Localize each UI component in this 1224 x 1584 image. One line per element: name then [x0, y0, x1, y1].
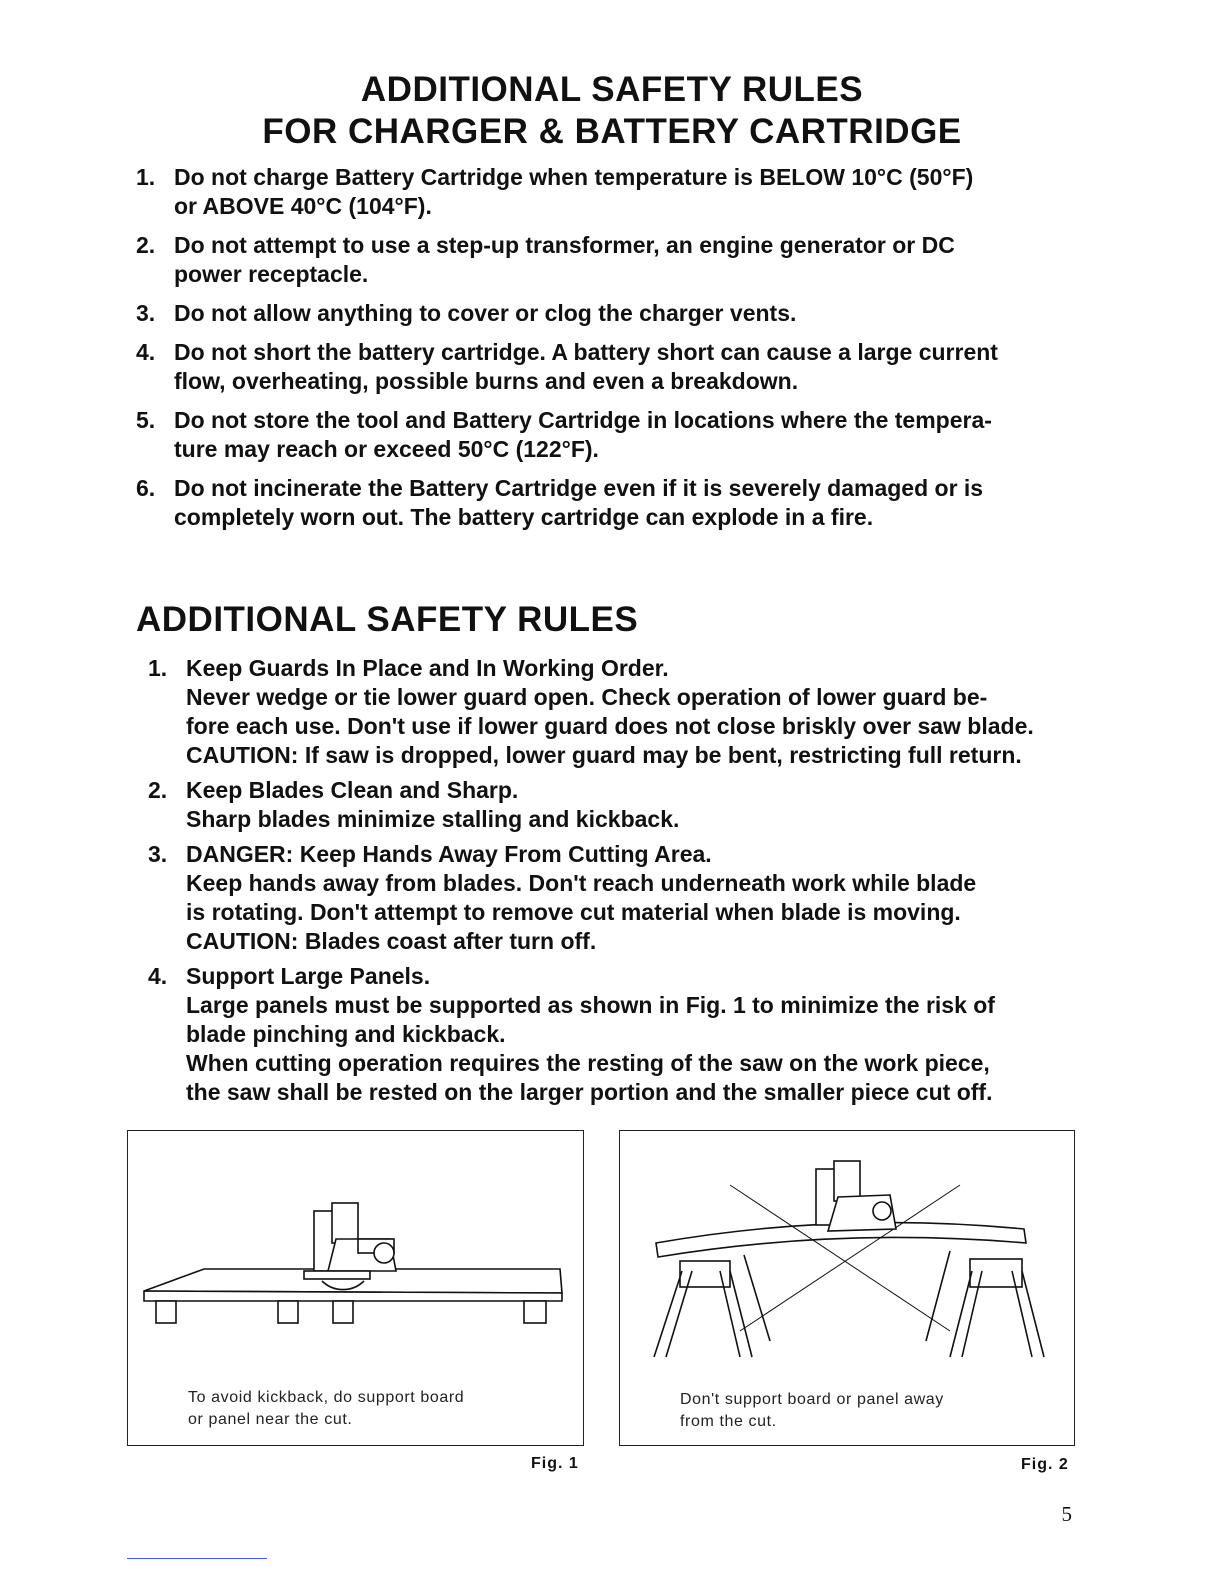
- rule-text: flow, overheating, possible burns and even a breakdown.: [174, 368, 799, 394]
- figure-2-caption-line1: Don't support board or panel away: [680, 1391, 944, 1408]
- rule-text: Support Large Panels.: [186, 963, 431, 989]
- saw-rule-2: [148, 776, 1088, 834]
- rule-text: blade pinching and kickback.: [186, 1021, 506, 1047]
- section2-title: ADDITIONAL SAFETY RULES: [136, 600, 639, 639]
- rule-number: 4.: [148, 963, 168, 989]
- figure-1-caption-line2: or panel near the cut.: [188, 1411, 353, 1428]
- rule-text: Keep Guards In Place and In Working Order.: [186, 655, 669, 681]
- rule-text: Never wedge or tie lower guard open. Check operation of lower guard be-: [186, 684, 988, 710]
- charger-rule-4: [136, 338, 1086, 396]
- charger-rules-list: [136, 163, 1086, 542]
- page-number: 5: [1061, 1502, 1072, 1526]
- rule-number: 4.: [136, 339, 156, 365]
- rule-text: When cutting operation requires the resting of the saw on the work piece,: [186, 1050, 990, 1076]
- rule-text: or ABOVE 40°C (104°F).: [174, 193, 432, 219]
- rule-number: 3.: [136, 300, 156, 326]
- figure-1-label: Fig. 1: [531, 1455, 579, 1472]
- saw-rule-4: [148, 962, 1088, 1107]
- rule-number: 1.: [148, 655, 168, 681]
- rule-number: 2.: [136, 232, 156, 258]
- rule-text: ture may reach or exceed 50°C (122°F).: [174, 436, 599, 462]
- figure-1: [127, 1130, 584, 1446]
- rule-text: Do not incinerate the Battery Cartridge even if it is severely damaged or is: [174, 475, 984, 501]
- figure-2: [619, 1130, 1075, 1446]
- rule-text: Do not attempt to use a step-up transformer, an engine generator or DC: [174, 232, 955, 258]
- charger-rule-5: [136, 406, 1086, 464]
- rule-number: 6.: [136, 475, 156, 501]
- saw-rule-3: [148, 840, 1088, 956]
- rule-number: 2.: [148, 777, 168, 803]
- section1-title-line2: FOR CHARGER & BATTERY CARTRIDGE: [262, 112, 962, 151]
- rule-text: Sharp blades minimize stalling and kickback.: [186, 806, 680, 832]
- charger-rule-1: [136, 163, 1086, 221]
- saw-rules-list: [148, 654, 1088, 1113]
- charger-rule-3: [136, 299, 1086, 328]
- rule-number: 5.: [136, 407, 156, 433]
- rule-text: Do not short the battery cartridge. A battery short can cause a large current: [174, 339, 998, 365]
- rule-number: 3.: [148, 841, 168, 867]
- footer-rule: [127, 1558, 267, 1559]
- section1-title-line1: ADDITIONAL SAFETY RULES: [360, 70, 864, 109]
- figure-2-label: Fig. 2: [1021, 1456, 1069, 1473]
- rule-text: Do not store the tool and Battery Cartridge in locations where the tempera-: [174, 407, 992, 433]
- charger-rule-2: [136, 231, 1086, 289]
- rule-number: 1.: [136, 164, 156, 190]
- rule-text: fore each use. Don't use if lower guard does not close briskly over saw blade.: [186, 713, 1034, 739]
- rule-text: power receptacle.: [174, 261, 369, 287]
- rule-text: Do not charge Battery Cartridge when temperature is BELOW 10°C (50°F): [174, 164, 974, 190]
- rule-text: CAUTION: Blades coast after turn off.: [186, 928, 597, 954]
- rule-text: CAUTION: If saw is dropped, lower guard may be bent, restricting full return.: [186, 742, 1022, 768]
- rule-text: Keep hands away from blades. Don't reach underneath work while blade: [186, 870, 977, 896]
- rule-text: Do not allow anything to cover or clog the charger vents.: [174, 300, 797, 326]
- rule-text: completely worn out. The battery cartridge can explode in a fire.: [174, 504, 874, 530]
- rule-text: the saw shall be rested on the larger portion and the smaller piece cut off.: [186, 1079, 993, 1105]
- figure-2-caption-line2: from the cut.: [680, 1413, 777, 1430]
- figure-1-caption-line1: To avoid kickback, do support board: [188, 1389, 465, 1406]
- saw-rule-1: [148, 654, 1088, 770]
- rule-text: DANGER: Keep Hands Away From Cutting Area.: [186, 841, 712, 867]
- charger-rule-6: [136, 474, 1086, 532]
- rule-text: Keep Blades Clean and Sharp.: [186, 777, 519, 803]
- rule-text: is rotating. Don't attempt to remove cut material when blade is moving.: [186, 899, 961, 925]
- rule-text: Large panels must be supported as shown in Fig. 1 to minimize the risk of: [186, 992, 995, 1018]
